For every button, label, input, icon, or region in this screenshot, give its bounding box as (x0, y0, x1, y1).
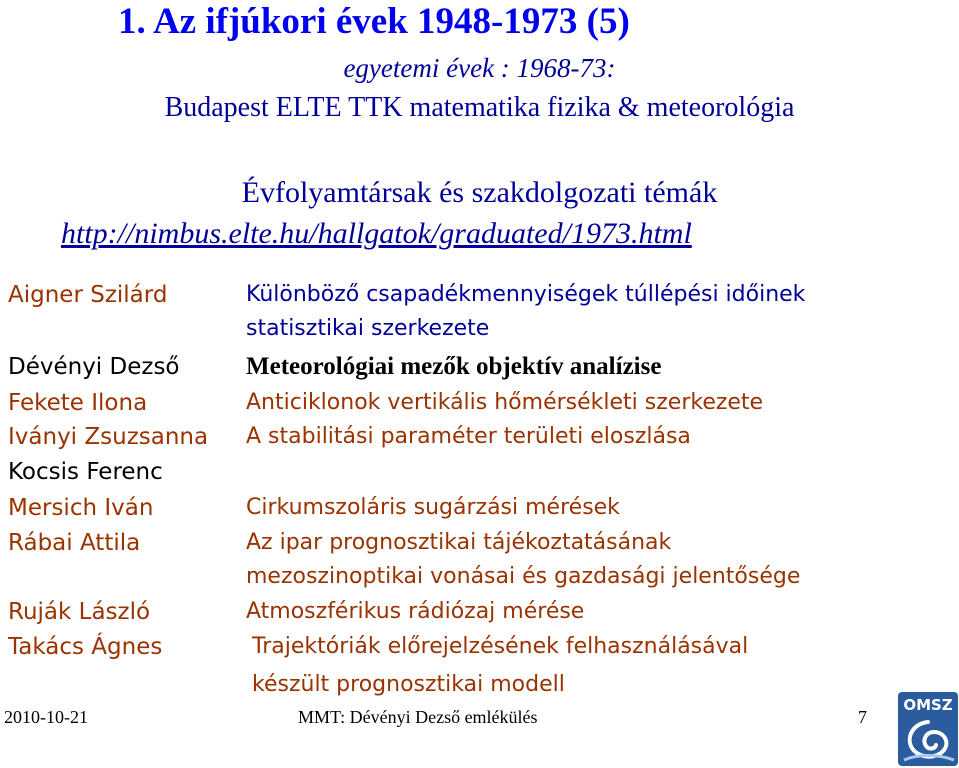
thesis-topic-takacs-cont: készült prognosztikai modell (252, 672, 565, 697)
thesis-topic-rabai-cont: mezoszinoptikai vonásai és gazdasági jelentősége (246, 564, 801, 589)
omsz-logo-icon (898, 692, 958, 766)
subtitle-years: egyetemi évek : 1968-73: (343, 53, 616, 83)
thesis-topic-aigner-cont: statisztikai szerkezete (246, 316, 490, 341)
thesis-topic-fekete: Anticiklonok vertikális hőmérsékleti szerkezete (246, 390, 764, 415)
thesis-topic-rabai: Az ipar prognosztikai tájékoztatásának (246, 530, 672, 555)
student-name-mersich: Mersich Iván (8, 495, 154, 521)
thesis-topic-devenyi: Meteorológiai mezők objektív analízise (246, 353, 662, 380)
student-name-rujak: Ruják László (8, 599, 151, 625)
subtitle-university: Budapest ELTE TTK matematika fizika & meteorológia (164, 92, 795, 123)
thesis-topic-takacs: Trajektóriák előrejelzésének felhasználásával (252, 634, 749, 659)
logo-swirl-icon (898, 716, 958, 766)
thesis-topic-aigner: Különböző csapadékmennyiségek túllépési időinek (246, 282, 806, 307)
slide-title: 1. Az ifjúkori évek 1948-1973 (5) (118, 1, 630, 42)
thesis-topic-ivanyi: A stabilitási paraméter területi eloszlása (246, 424, 691, 449)
footer-date: 2010-10-21 (4, 707, 88, 727)
logo-text: OMSZ (903, 696, 953, 714)
student-name-aigner: Aigner Szilárd (8, 282, 168, 308)
student-name-ivanyi: Iványi Zsuzsanna (8, 424, 209, 450)
student-name-takacs: Takács Ágnes (8, 634, 163, 660)
student-name-rabai: Rábai Attila (8, 530, 141, 556)
thesis-topic-mersich: Cirkumszoláris sugárzási mérések (246, 495, 620, 520)
thesis-topic-rujak: Atmoszférikus rádiózaj mérése (246, 599, 585, 624)
student-name-fekete: Fekete Ilona (8, 390, 148, 416)
graduates-link[interactable]: http://nimbus.elte.hu/hallgatok/graduated/1973.html (61, 217, 692, 250)
student-name-kocsis: Kocsis Ferenc (8, 459, 163, 485)
section-heading: Évfolyamtársak és szakdolgozati témák (241, 176, 718, 209)
student-name-devenyi: Dévényi Dezső (8, 354, 180, 380)
footer-event: MMT: Dévényi Dezső emlékülés (298, 707, 538, 727)
footer-page-number: 7 (858, 707, 867, 727)
